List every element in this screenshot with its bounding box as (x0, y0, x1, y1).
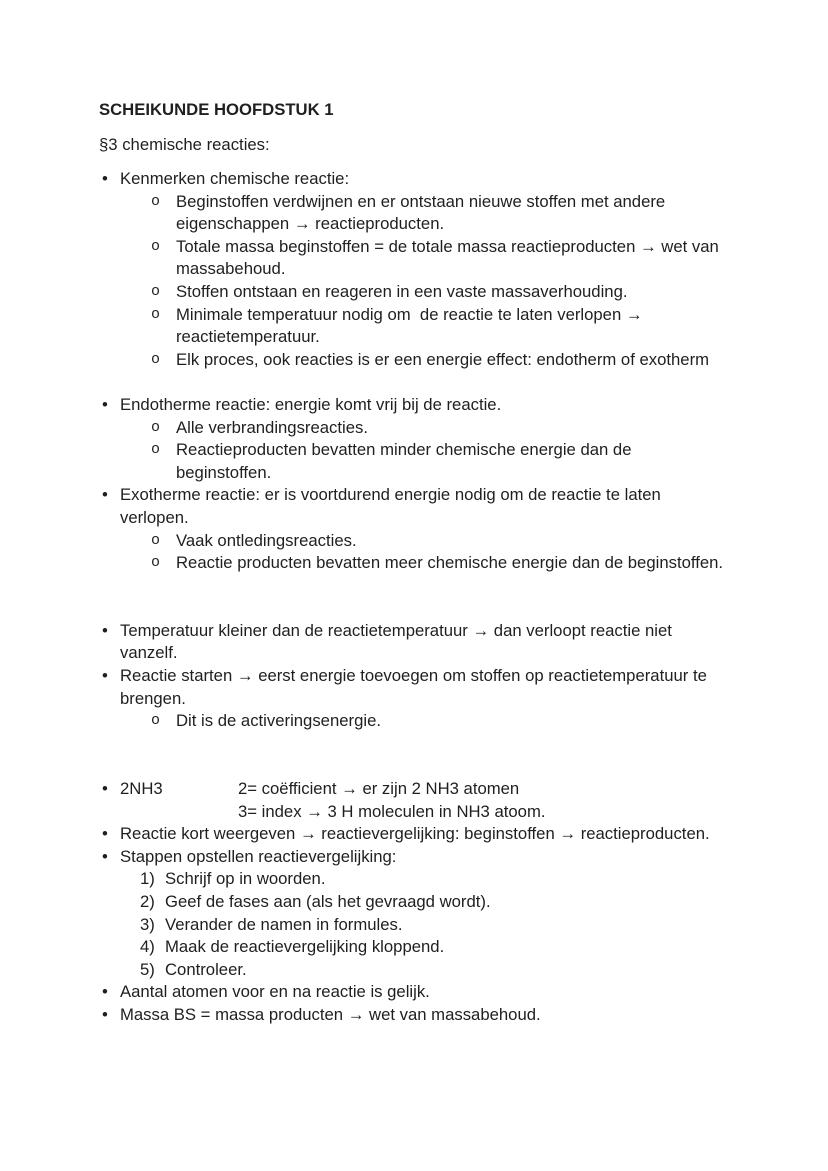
section-heading: §3 chemische reacties: (99, 134, 270, 154)
item-text: 2NH3 (120, 779, 163, 799)
item-text: Aantal atomen voor en na reactie is gelijk. (120, 982, 430, 1002)
list-line (0, 304, 828, 327)
circle-icon: o (151, 531, 161, 549)
item-text: Schrijf op in woorden. (165, 869, 326, 889)
circle-icon: o (151, 418, 161, 436)
bullet-icon: • (102, 1004, 108, 1024)
list-line (0, 191, 828, 214)
item-text: Dit is de activeringsenergie. (176, 711, 381, 731)
item-text: Totale massa beginstoffen = de totale massa reactieproducten → wet van (176, 236, 719, 256)
circle-icon: o (151, 192, 161, 210)
list-line (0, 620, 828, 643)
list-line (0, 507, 828, 530)
item-text: Alle verbrandingsreacties. (176, 417, 369, 437)
item-text: Maak de reactievergelijking kloppend. (165, 937, 445, 957)
bullet-icon: • (102, 982, 108, 1002)
list-line (0, 823, 828, 846)
list-line (0, 484, 828, 507)
item-text: Elk proces, ook reacties is er een energie effect: endotherm of exotherm (176, 349, 710, 369)
item-text: Vaak ontledingsreacties. (176, 530, 357, 550)
circle-icon: o (151, 441, 161, 459)
list-line (0, 688, 828, 711)
bullet-icon: • (102, 394, 108, 414)
bullet-icon: • (102, 846, 108, 866)
list-line (0, 710, 828, 733)
item-text: Kenmerken chemische reactie: (120, 169, 350, 188)
list-line (0, 439, 828, 462)
document-title: SCHEIKUNDE HOOFDSTUK 1 (99, 100, 334, 119)
item-text: vanzelf. (120, 643, 178, 663)
blank-line (0, 755, 828, 778)
list-line (0, 258, 828, 281)
circle-icon: o (151, 237, 161, 255)
circle-icon: o (151, 305, 161, 323)
circle-icon: o (151, 282, 161, 300)
list-line (0, 801, 828, 824)
blank-line (0, 371, 828, 394)
item-number: 4) (140, 937, 155, 957)
circle-icon: o (151, 350, 161, 368)
item-text: Minimale temperatuur nodig om de reactie te laten verlopen → (176, 304, 643, 324)
list-line (0, 530, 828, 553)
list-line (0, 914, 828, 937)
list-line (0, 891, 828, 914)
item-text: Reactie producten bevatten meer chemische energie dan de beginstoffen. (176, 553, 724, 573)
list-line (0, 349, 828, 372)
item-text: reactietemperatuur. (176, 327, 320, 347)
item-number: 2) (140, 892, 155, 911)
list-line (0, 417, 828, 440)
notes-list (0, 168, 828, 1027)
blank-line (0, 733, 828, 756)
item-text: Controleer. (165, 959, 247, 979)
circle-icon: o (151, 554, 161, 572)
list-line (0, 394, 828, 417)
item-number: 3) (140, 914, 155, 934)
list-line (0, 959, 828, 982)
item-text: Reactie kort weergeven → reactievergelijking: beginstoffen → reactieproducten. (120, 824, 710, 844)
circle-icon: o (151, 712, 161, 730)
item-text: brengen. (120, 688, 186, 708)
item-text: eigenschappen → reactieproducten. (176, 214, 445, 234)
list-line (0, 168, 828, 191)
list-line (0, 846, 828, 869)
list-line (0, 642, 828, 665)
item-number: 5) (140, 959, 155, 979)
item-text: Endotherme reactie: energie komt vrij bij de reactie. (120, 394, 502, 414)
list-line (0, 326, 828, 349)
item-text-col2: 2= coëfficient → er zijn 2 NH3 atomen (238, 779, 520, 799)
bullet-icon: • (102, 620, 108, 640)
item-text: Massa BS = massa producten → wet van massabehoud. (120, 1004, 541, 1024)
item-text: Beginstoffen verdwijnen en er ontstaan nieuwe stoffen met andere (176, 191, 666, 211)
blank-line (0, 575, 828, 598)
item-text: beginstoffen. (176, 462, 272, 482)
list-line (0, 868, 828, 891)
list-line (0, 462, 828, 485)
list-line (0, 281, 828, 304)
item-text: Geef de fases aan (als het gevraagd wordt). (165, 892, 491, 911)
item-number: 1) (140, 869, 155, 889)
item-text: Reactieproducten bevatten minder chemische energie dan de (176, 440, 632, 460)
bullet-icon: • (102, 779, 108, 799)
item-text: Temperatuur kleiner dan de reactietemperatuur → dan verloopt reactie niet (120, 620, 672, 640)
list-line (0, 236, 828, 259)
bullet-icon: • (102, 824, 108, 844)
item-text: Stoffen ontstaan en reageren in een vaste massaverhouding. (176, 281, 628, 301)
list-line (0, 936, 828, 959)
item-text: Verander de namen in formules. (165, 914, 403, 934)
item-text-col2: 3= index → 3 H moleculen in NH3 atoom. (238, 801, 546, 821)
bullet-icon: • (102, 666, 108, 686)
list-line (0, 981, 828, 1004)
item-text: Exotherme reactie: er is voortdurend energie nodig om de reactie te laten (120, 485, 661, 505)
item-text: Stappen opstellen reactievergelijking: (120, 846, 397, 866)
blank-line (0, 597, 828, 620)
item-text: verlopen. (120, 507, 189, 527)
bullet-icon: • (102, 169, 108, 188)
list-line (0, 213, 828, 236)
item-text: massabehoud. (176, 259, 286, 279)
list-line (0, 665, 828, 688)
list-line (0, 778, 828, 801)
bullet-icon: • (102, 485, 108, 505)
item-text: Reactie starten → eerst energie toevoegen om stoffen op reactietemperatuur te (120, 666, 707, 686)
list-line (0, 552, 828, 575)
list-line (0, 1004, 828, 1027)
